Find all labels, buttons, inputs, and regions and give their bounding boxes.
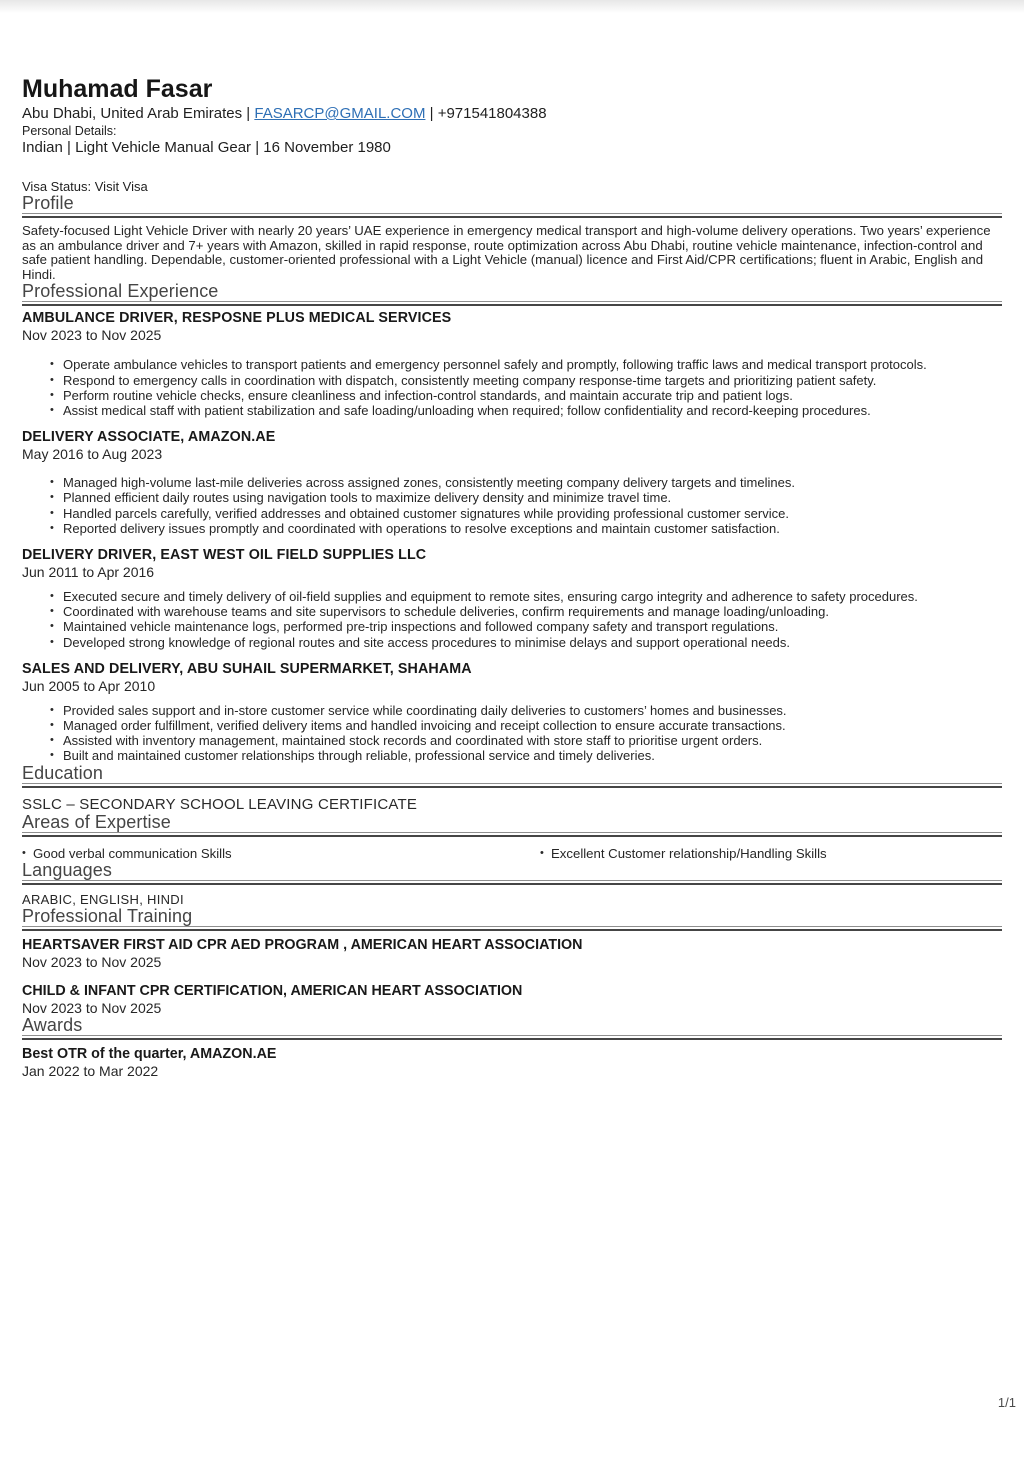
contact-line — [22, 106, 1002, 122]
job-bullet: • Developed strong knowledge of regional routes and site access procedures to minimise delays and support operational needs. — [50, 635, 970, 650]
job-bullet-list — [22, 475, 970, 536]
personal-details-line: Indian | Light Vehicle Manual Gear | 16 November 1980 — [22, 139, 391, 156]
job-bullet: • Handled parcels carefully, verified addresses and obtained customer signatures while providing professional customer service. — [50, 506, 970, 521]
job-title: AMBULANCE DRIVER, RESPOSNE PLUS MEDICAL SERVICES — [22, 310, 452, 327]
job-bullet: • Managed order fulfillment, verified delivery items and handled invoicing and receipt collection to ensure accurate transactions. — [50, 718, 970, 733]
separator: | — [242, 105, 255, 122]
section-title-awards: Awards — [22, 1014, 83, 1035]
job-bullet: • Provided sales support and in-store customer service while coordinating daily deliveries to customers’ homes and businesses. — [50, 703, 970, 718]
award-title: Best OTR of the quarter, AMAZON.AE — [22, 1045, 277, 1062]
candidate-name: Muhamad Fasar — [22, 75, 213, 103]
section-rule — [22, 213, 1002, 218]
job-title: DELIVERY DRIVER, EAST WEST OIL FIELD SUPPLIES LLC — [22, 547, 427, 563]
page-top-shadow — [0, 0, 1024, 13]
separator: | — [425, 105, 438, 122]
job-bullet-list — [22, 703, 970, 764]
location-text: Abu Dhabi, United Arab Emirates — [22, 105, 243, 122]
phone-text: +971541804388 — [437, 105, 547, 122]
job-dates: May 2016 to Aug 2023 — [22, 446, 163, 463]
training-dates: Nov 2023 to Nov 2025 — [22, 999, 162, 1016]
job-bullet-list — [22, 589, 970, 650]
resume-page — [0, 76, 1024, 1079]
section-title-languages: Languages — [22, 859, 112, 880]
job-bullet: • Operate ambulance vehicles to transport patients and emergency personnel safely and promptly, following traffic laws and medical transport protocols. — [50, 357, 970, 372]
personal-details-label: Personal Details: — [22, 124, 117, 138]
section-title-profile: Profile — [22, 193, 74, 213]
job-bullet: • Respond to emergency calls in coordination with dispatch, consistently meeting company response-time targets and prioritizing patient safety. — [50, 373, 970, 388]
training-dates: Nov 2023 to Nov 2025 — [22, 953, 162, 970]
job-bullet: • Planned efficient daily routes using navigation tools to maximize delivery density and minimize travel time. — [50, 490, 970, 505]
section-title-education: Education — [22, 762, 103, 783]
job-dates: Jun 2005 to Apr 2010 — [22, 677, 156, 694]
training-title: HEARTSAVER FIRST AID CPR AED PROGRAM , AMERICAN HEART ASSOCIATION — [22, 936, 583, 953]
email-link[interactable]: FASARCP@GMAIL.COM — [254, 105, 426, 122]
job-bullet: • Reported delivery issues promptly and coordinated with operations to resolve exceptions and maintain customer satisfaction. — [50, 521, 970, 536]
section-rule — [22, 1035, 1002, 1040]
profile-summary: Safety-focused Light Vehicle Driver with nearly 20 years’ UAE experience in emergency medical transport and high-volume delivery operations. Two years’ experience as an ambulance driver and 7+ years with Amazon, skilled in rapid response, route optimization across Abu Dhabi, routine vehicle maintenance, infection-control and safe patient handling. Dependable, customer-oriented professional with a Light Vehicle (manual) licence and First Aid/CPR certifications; fluent in Arabic, English and Hindi. — [22, 223, 991, 282]
expertise-item: • Excellent Customer relationship/Handling Skills — [540, 846, 827, 861]
section-rule — [22, 926, 1002, 931]
job-dates: Nov 2023 to Nov 2025 — [22, 327, 162, 344]
job-dates: Jun 2011 to Apr 2016 — [22, 564, 155, 580]
job-bullet: • Maintained vehicle maintenance logs, performed pre-trip inspections and followed company safety and transport regulations. — [50, 619, 970, 634]
visa-status: Visa Status: Visit Visa — [22, 179, 148, 194]
education-entry: SSLC – SECONDARY SCHOOL LEAVING CERTIFICATE — [22, 795, 418, 813]
section-title-experience: Professional Experience — [22, 281, 219, 302]
job-bullet: • Built and maintained customer relationships through reliable, professional service and timely deliveries. — [50, 748, 970, 763]
section-rule — [22, 301, 1002, 306]
languages-list: ARABIC, ENGLISH, HINDI — [22, 891, 184, 907]
job-bullet: • Managed high-volume last-mile deliveries across assigned zones, consistently meeting company delivery targets and timelines. — [50, 475, 970, 490]
section-title-expertise: Areas of Expertise — [22, 811, 171, 832]
job-bullet: • Assisted with inventory management, maintained stock records and coordinated with store staff to prioritise urgent orders. — [50, 733, 970, 748]
job-bullet: • Assist medical staff with patient stabilization and safe loading/unloading when required; follow confidentiality and record-keeping procedures. — [50, 403, 970, 418]
job-bullet-list — [22, 357, 970, 418]
training-title: CHILD & INFANT CPR CERTIFICATION, AMERICAN HEART ASSOCIATION — [22, 982, 523, 999]
job-bullet: • Perform routine vehicle checks, ensure cleanliness and infection-control standards, and maintain accurate trip and patient logs. — [50, 388, 970, 403]
section-title-training: Professional Training — [22, 905, 193, 926]
award-dates: Jan 2022 to Mar 2022 — [22, 1062, 159, 1079]
section-rule — [22, 832, 1002, 837]
expertise-list — [22, 846, 1002, 861]
section-rule — [22, 880, 1002, 885]
expertise-item: • Good verbal communication Skills — [22, 846, 540, 861]
job-bullet: • Executed secure and timely delivery of oil-field supplies and equipment to remote sites, ensuring cargo integrity and adherence to safety procedures. — [50, 589, 970, 604]
job-title: SALES AND DELIVERY, ABU SUHAIL SUPERMARKET, SHAHAMA — [22, 660, 472, 677]
page-number: 1/1 — [997, 1395, 1016, 1410]
job-bullet: • Coordinated with warehouse teams and site supervisors to schedule deliveries, confirm requirements and manage loading/unloading. — [50, 604, 970, 619]
job-title: DELIVERY ASSOCIATE, AMAZON.AE — [22, 429, 276, 446]
section-rule — [22, 783, 1002, 788]
